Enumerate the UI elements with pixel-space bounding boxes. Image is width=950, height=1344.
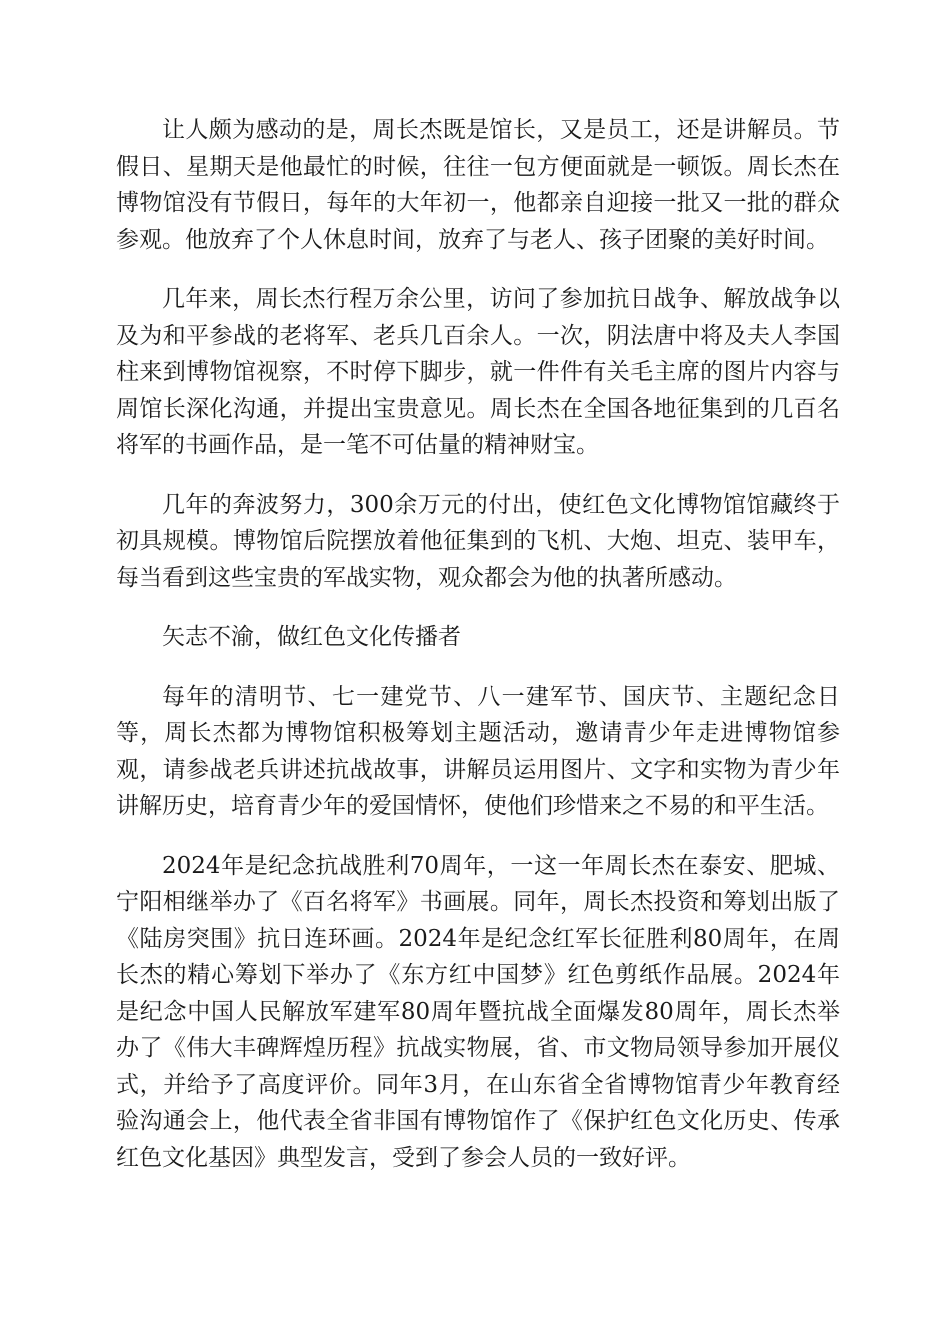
paragraph-2: 几年来，周长杰行程万余公里，访问了参加抗日战争、解放战争以及为和平参战的老将军、老兵几百余人。一次，阴法唐中将及夫人李国柱来到博物馆视察，不时停下脚步，就一件件有关毛主席的图片内容与周馆长深化沟通，并提出宝贵意见。周长杰在全国各地征集到的几百名将军的书画作品，是一笔不可估量的精神财宝。 bbox=[116, 286, 840, 458]
paragraph-4: 每年的清明节、七一建党节、八一建军节、国庆节、主题纪念日等，周长杰都为博物馆积极筹划主题活动，邀请青少年走进博物馆参观，请参战老兵讲述抗战故事，讲解员运用图片、文字和实物为青少年讲解历史，培育青少年的爱国情怀，使他们珍惜来之不易的和平生活。 bbox=[116, 683, 840, 819]
document-page bbox=[116, 112, 840, 1199]
paragraph-5: 2024年是纪念抗战胜利70周年，一这一年周长杰在泰安、肥城、宁阳相继举办了《百名将军》书画展。同年，周长杰投资和筹划出版了《陆房突围》抗日连环画。2024年是纪念红军长征胜利80周年，在周长杰的精心筹划下举办了《东方红中国梦》红色剪纸作品展。2024年是纪念中国人民解放军建军80周年暨抗战全面爆发80周年，周长杰举办了《伟大丰碑辉煌历程》抗战实物展，省、市文物局领导参加开展仪式，并给予了高度评价。同年3月，在山东省全省博物馆青少年教育经验沟通会上，他代表全省非国有博物馆作了《保护红色文化历史、传承红色文化基因》典型发言，受到了参会人员的一致好评。 bbox=[116, 852, 840, 1171]
paragraph-1: 让人颇为感动的是，周长杰既是馆长，又是员工，还是讲解员。节假日、星期天是他最忙的时候，往往一包方便面就是一顿饭。周长杰在博物馆没有节假日，每年的大年初一，他都亲自迎接一批又一批的群众参观。他放弃了个人休息时间，放弃了与老人、孩子团聚的美好时间。 bbox=[116, 117, 840, 253]
section-heading: 矢志不渝，做红色文化传播者 bbox=[162, 624, 461, 650]
paragraph-3: 几年的奔波努力，300余万元的付出，使红色文化博物馆馆藏终于初具规模。博物馆后院摆放着他征集到的飞机、大炮、坦克、装甲车，每当看到这些宝贵的军战实物，观众都会为他的执著所感动。 bbox=[116, 491, 840, 591]
